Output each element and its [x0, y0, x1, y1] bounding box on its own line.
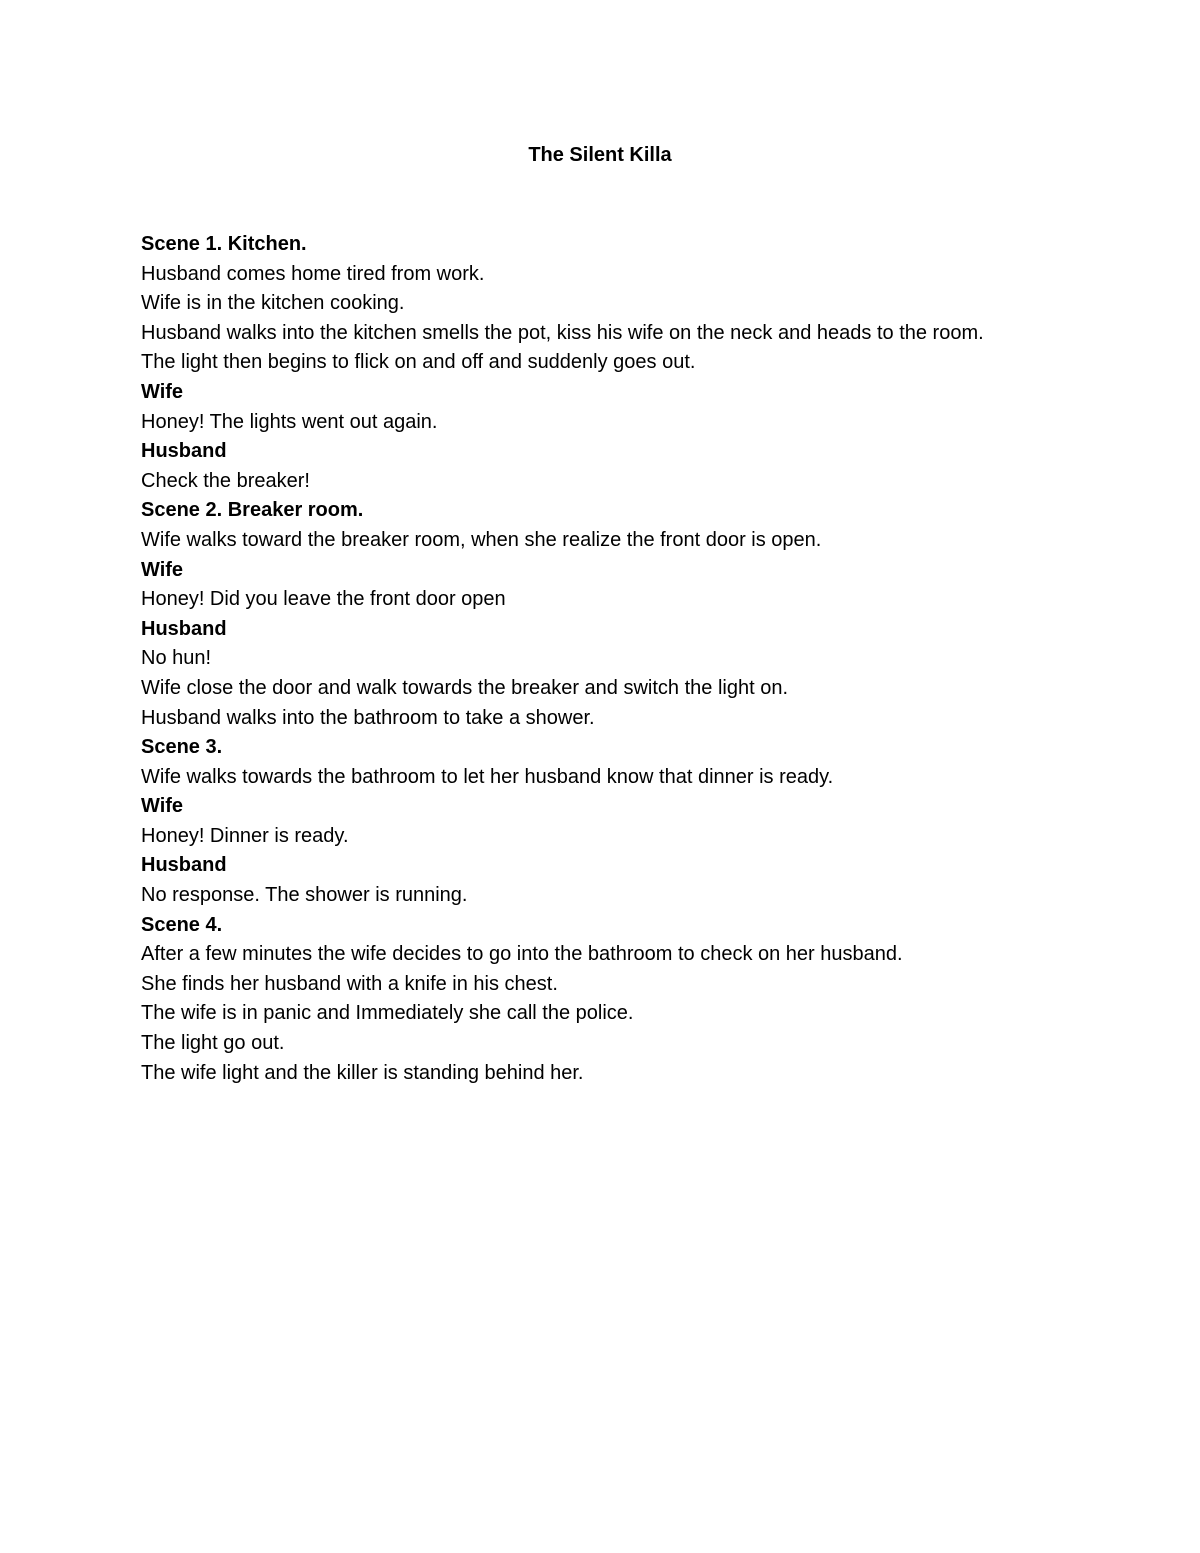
script-line: The light then begins to flick on and off and suddenly goes out. [141, 351, 696, 374]
script-line: No response. The shower is running. [141, 884, 468, 907]
script-line: Honey! Did you leave the front door open [141, 588, 506, 611]
script-line: The wife light and the killer is standing behind her. [141, 1061, 584, 1084]
script-line: Wife walks towards the bathroom to let her husband know that dinner is ready. [141, 765, 834, 788]
character-name: Husband [141, 617, 227, 640]
script-line: Honey! Dinner is ready. [141, 824, 349, 847]
script-line: Honey! The lights went out again. [141, 410, 438, 433]
script-line: Husband walks into the bathroom to take a shower. [141, 706, 595, 729]
character-name: Husband [141, 440, 227, 463]
character-name: Husband [141, 854, 227, 877]
scene-heading: Scene 3. [141, 736, 223, 759]
script-line: Husband walks into the kitchen smells the pot, kiss his wife on the neck and heads to the room. [141, 321, 984, 344]
script-line: Wife walks toward the breaker room, when she realize the front door is open. [141, 528, 822, 551]
document-title: The Silent Killa [528, 144, 672, 166]
script-line: No hun! [141, 647, 212, 670]
script-body [141, 230, 1101, 1088]
script-line: After a few minutes the wife decides to go into the bathroom to check on her husband. [141, 943, 903, 966]
script-line: Wife is in the kitchen cooking. [141, 292, 405, 315]
script-line: She finds her husband with a knife in his chest. [141, 972, 558, 995]
character-name: Wife [141, 795, 184, 818]
character-name: Wife [141, 380, 184, 403]
script-line: The light go out. [141, 1032, 285, 1055]
script-line: Wife close the door and walk towards the breaker and switch the light on. [141, 676, 789, 699]
script-line: Husband comes home tired from work. [141, 262, 485, 285]
character-name: Wife [141, 558, 184, 581]
scene-heading: Scene 2. Breaker room. [141, 499, 364, 522]
scene-heading: Scene 1. Kitchen. [141, 233, 307, 255]
script-line: Check the breaker! [141, 469, 310, 492]
scene-heading: Scene 4. [141, 913, 223, 936]
script-line: The wife is in panic and Immediately she call the police. [141, 1002, 634, 1025]
